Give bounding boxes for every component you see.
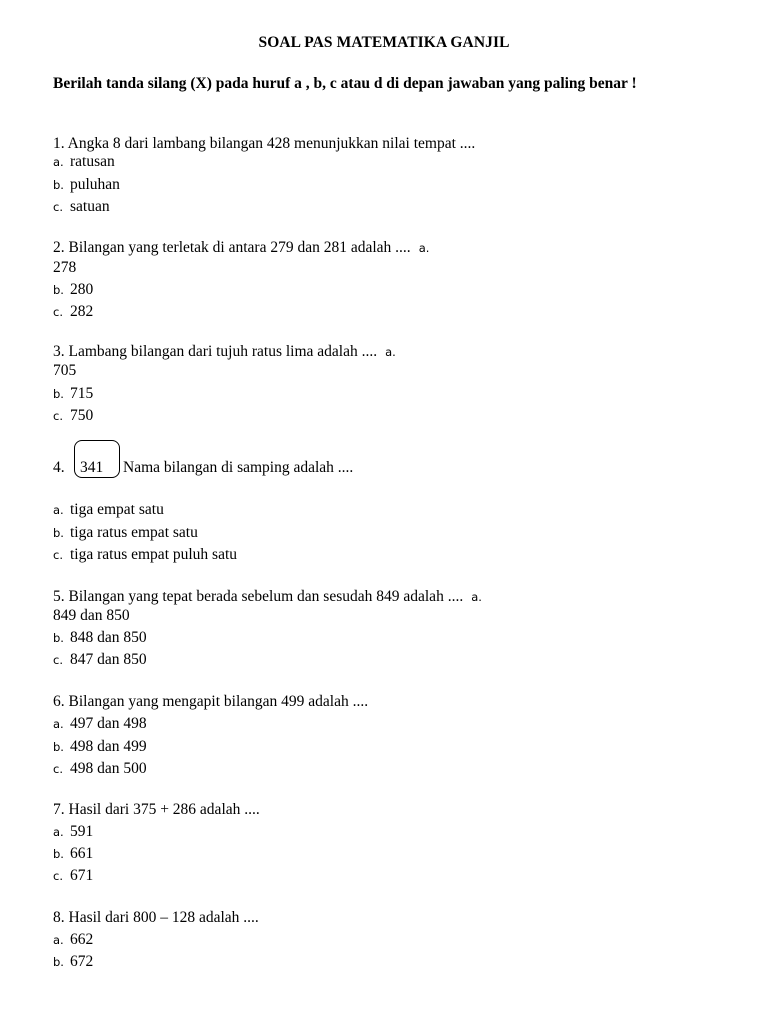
option-text: tiga empat satu — [70, 501, 164, 518]
option-5a — [53, 606, 130, 626]
option-letter: c. — [53, 653, 63, 667]
option-6b — [53, 737, 147, 757]
option-text: 278 — [53, 259, 77, 276]
option-letter: a. — [385, 345, 396, 359]
option-6c — [53, 759, 147, 779]
option-letter: b. — [53, 631, 64, 645]
option-letter: b. — [53, 387, 64, 401]
option-letter: c. — [53, 200, 63, 214]
option-text: 661 — [70, 845, 94, 862]
option-text: 662 — [70, 931, 94, 948]
option-1b — [53, 175, 120, 195]
option-3a — [53, 361, 76, 381]
option-letter: b. — [53, 526, 64, 540]
option-letter: b. — [53, 955, 64, 969]
option-text: tiga ratus empat satu — [70, 524, 198, 541]
option-text: 498 dan 499 — [70, 738, 147, 755]
option-text: 497 dan 498 — [70, 715, 147, 732]
option-letter: a. — [53, 825, 64, 839]
option-text: ratusan — [70, 153, 115, 170]
question-2 — [53, 238, 429, 258]
option-4b — [53, 523, 198, 543]
question-text: 2. Bilangan yang terletak di antara 279 dan 281 adalah .... — [53, 239, 411, 256]
option-5c — [53, 650, 147, 670]
option-text: 591 — [70, 823, 94, 840]
question-text: 1. Angka 8 dari lambang bilangan 428 menunjukkan nilai tempat .... — [53, 135, 476, 152]
option-5b — [53, 628, 147, 648]
option-1c — [53, 197, 110, 217]
option-text: 848 dan 850 — [70, 629, 147, 646]
option-letter: c. — [53, 762, 63, 776]
question-text: 6. Bilangan yang mengapit bilangan 499 adalah .... — [53, 693, 369, 710]
option-text: 282 — [70, 303, 94, 320]
option-letter: b. — [53, 847, 64, 861]
option-text: 847 dan 850 — [70, 651, 147, 668]
option-4a — [53, 500, 164, 520]
option-text: 750 — [70, 407, 94, 424]
option-3b — [53, 384, 93, 404]
question-text: 8. Hasil dari 800 – 128 adalah .... — [53, 909, 259, 926]
option-8a — [53, 930, 93, 950]
question-text: 7. Hasil dari 375 + 286 adalah .... — [53, 801, 260, 818]
option-2c — [53, 302, 93, 322]
question-7 — [53, 800, 260, 820]
option-letter: b. — [53, 178, 64, 192]
option-2b — [53, 280, 93, 300]
option-4c — [53, 545, 237, 565]
option-text: 671 — [70, 867, 94, 884]
option-text: 672 — [70, 953, 94, 970]
question-4: Nama bilangan di samping adalah .... — [123, 459, 354, 476]
question-1 — [53, 134, 475, 154]
question-text: 5. Bilangan yang tepat berada sebelum dan sesudah 849 adalah .... — [53, 588, 464, 605]
instruction-text: Berilah tanda silang (X) pada huruf a , b, c atau d di depan jawaban yang paling benar ! — [53, 75, 637, 92]
option-letter: b. — [53, 740, 64, 754]
option-letter: a. — [53, 717, 64, 731]
option-letter: c. — [53, 869, 63, 883]
option-text: puluhan — [70, 176, 120, 193]
question-4-number: 4. — [53, 459, 65, 476]
question-5 — [53, 587, 482, 607]
option-letter: c. — [53, 548, 63, 562]
option-7a — [53, 822, 93, 842]
option-3c — [53, 406, 93, 426]
option-text: 705 — [53, 362, 77, 379]
option-text: 715 — [70, 385, 94, 402]
option-letter: c. — [53, 305, 63, 319]
option-7c — [53, 866, 93, 886]
option-text: 498 dan 500 — [70, 760, 147, 777]
option-letter: a. — [53, 155, 64, 169]
question-8 — [53, 908, 259, 928]
option-text: 849 dan 850 — [53, 607, 130, 624]
option-7b — [53, 844, 93, 864]
question-3 — [53, 342, 396, 362]
page-title: SOAL PAS MATEMATIKA GANJIL — [258, 34, 510, 51]
option-text: satuan — [70, 198, 110, 215]
question-text: 3. Lambang bilangan dari tujuh ratus lima adalah .... — [53, 343, 378, 360]
option-1a — [53, 152, 115, 172]
option-2a — [53, 258, 76, 278]
option-letter: a. — [53, 503, 64, 517]
question-6 — [53, 692, 368, 712]
option-letter: c. — [53, 409, 63, 423]
option-letter: a. — [471, 590, 482, 604]
boxed-number: 341 — [80, 459, 104, 476]
option-letter: a. — [418, 241, 430, 255]
option-8b — [53, 952, 93, 972]
option-text: 280 — [70, 281, 94, 298]
option-text: tiga ratus empat puluh satu — [70, 546, 238, 563]
option-letter: b. — [53, 283, 64, 297]
option-6a — [53, 714, 147, 734]
option-letter: a. — [53, 933, 64, 947]
